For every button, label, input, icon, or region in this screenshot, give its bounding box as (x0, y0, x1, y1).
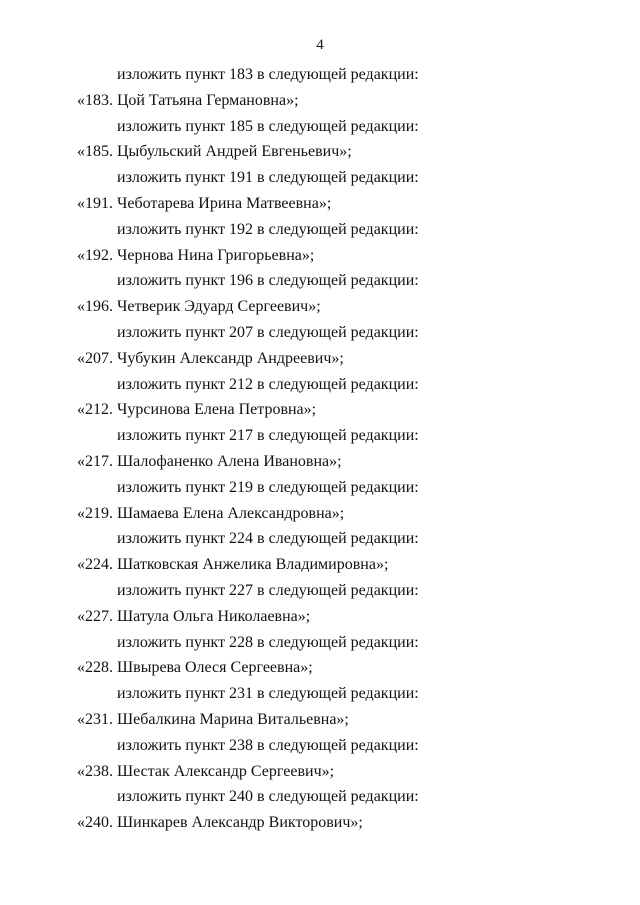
amendment-instruction: изложить пункт 228 в следующей редакции: (117, 633, 419, 651)
amendment-instruction: изложить пункт 219 в следующей редакции: (117, 478, 419, 496)
amendment-list (0, 62, 640, 836)
amendment-instruction: изложить пункт 192 в следующей редакции: (117, 220, 419, 238)
amendment-instruction: изложить пункт 191 в следующей редакции: (117, 169, 419, 187)
amendment-instruction: изложить пункт 185 в следующей редакции: (117, 117, 419, 135)
amendment-item: «192. Чернова Нина Григорьевна»; (77, 246, 315, 264)
amendment-item: «185. Цыбульский Андрей Евгеньевич»; (77, 143, 352, 161)
amendment-item: «228. Швырева Олеся Сергеевна»; (77, 659, 313, 677)
amendment-item: «224. Шатковская Анжелика Владимировна»; (77, 556, 389, 574)
amendment-item: «240. Шинкарев Александр Викторович»; (77, 814, 363, 832)
amendment-instruction: изложить пункт 217 в следующей редакции: (117, 427, 419, 445)
amendment-instruction: изложить пункт 183 в следующей редакции: (117, 66, 419, 83)
amendment-instruction: изложить пункт 207 в следующей редакции: (117, 323, 419, 341)
amendment-item: «207. Чубукин Александр Андреевич»; (77, 349, 344, 367)
amendment-item: «227. Шатула Ольга Николаевна»; (77, 607, 311, 625)
amendment-item: «238. Шестак Александр Сергеевич»; (77, 762, 335, 780)
amendment-item: «212. Чурсинова Елена Петровна»; (77, 401, 317, 419)
amendment-item: «191. Чеботарева Ирина Матвеевна»; (77, 194, 332, 212)
amendment-item: «183. Цой Татьяна Германовна»; (77, 91, 299, 109)
amendment-item: «231. Шебалкина Марина Витальевна»; (77, 710, 349, 728)
amendment-instruction: изложить пункт 227 в следующей редакции: (117, 581, 419, 599)
amendment-instruction: изложить пункт 238 в следующей редакции: (117, 736, 419, 754)
page-number: 4 (316, 37, 324, 53)
amendment-item: «196. Четверик Эдуард Сергеевич»; (77, 298, 321, 316)
amendment-instruction: изложить пункт 212 в следующей редакции: (117, 375, 419, 393)
amendment-item: «219. Шамаева Елена Александровна»; (77, 504, 345, 522)
amendment-instruction: изложить пункт 196 в следующей редакции: (117, 272, 419, 290)
amendment-instruction: изложить пункт 240 в следующей редакции: (117, 788, 419, 806)
amendment-instruction: изложить пункт 224 в следующей редакции: (117, 530, 419, 548)
amendment-instruction: изложить пункт 231 в следующей редакции: (117, 685, 419, 703)
amendment-item: «217. Шалофаненко Алена Ивановна»; (77, 452, 342, 470)
